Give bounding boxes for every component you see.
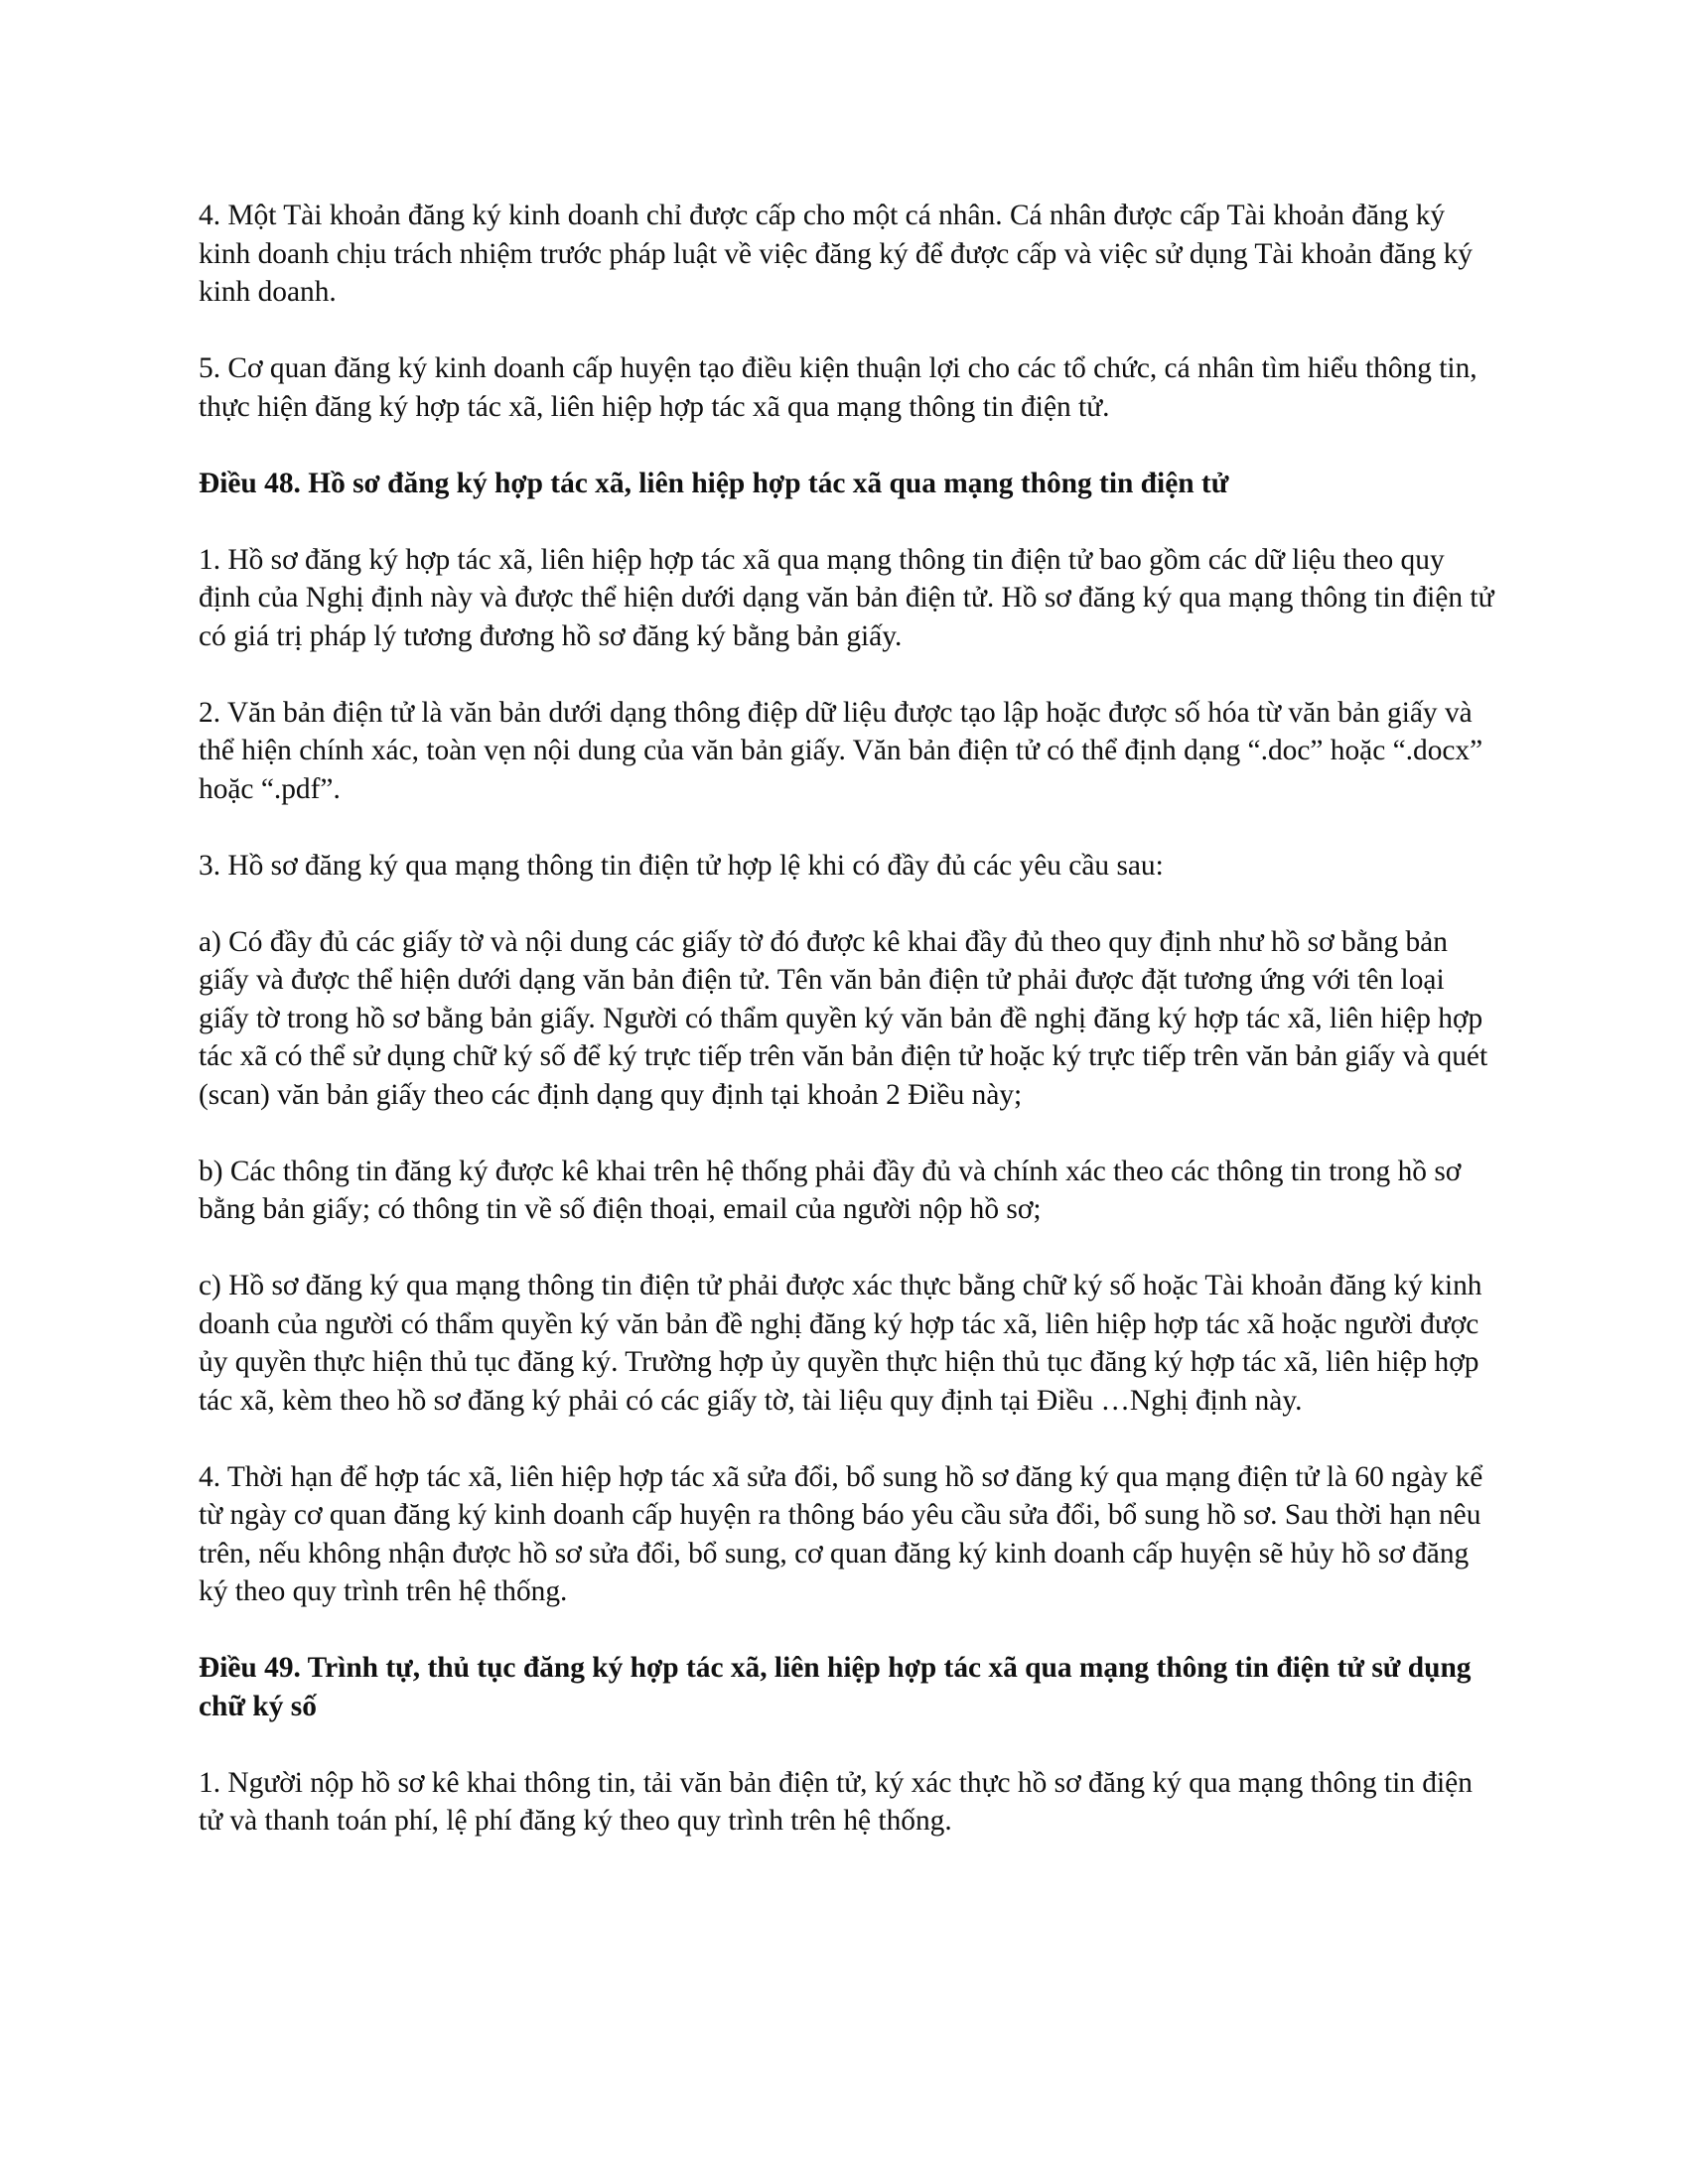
paragraph-article-48-point-c: c) Hồ sơ đăng ký qua mạng thông tin điện tử phải được xác thực bằng chữ ký số hoặc Tài khoản đăng ký kinh doanh của người có thẩm quyền ký văn bản đề nghị đăng ký hợp tác xã, liên hiệp hợp tác xã hoặc người được ủy quyền thực hiện thủ tục đăng ký. Trường hợp ủy quyền thực hiện thủ tục đăng ký hợp tác xã, liên hiệp hợp tác xã, kèm theo hồ sơ đăng ký phải có các giấy tờ, tài liệu quy định tại Điều …Nghị định này. bbox=[199, 1270, 1482, 1417]
paragraph-article-49-clause-1: 1. Người nộp hồ sơ kê khai thông tin, tải văn bản điện tử, ký xác thực hồ sơ đăng ký qua mạng thông tin điện tử và thanh toán phí, lệ phí đăng ký theo quy trình trên hệ thống. bbox=[199, 1766, 1473, 1837]
paragraph-clause-4-account: 4. Một Tài khoản đăng ký kinh doanh chỉ được cấp cho một cá nhân. Cá nhân được cấp Tài khoản đăng ký kinh doanh chịu trách nhiệm trước pháp luật về việc đăng ký để được cấp và việc sử dụng Tài khoản đăng ký kinh doanh. bbox=[199, 200, 1473, 308]
paragraph-article-48-point-a: a) Có đầy đủ các giấy tờ và nội dung các giấy tờ đó được kê khai đầy đủ theo quy định như hồ sơ bằng bản giấy và được thể hiện dưới dạng văn bản điện tử. Tên văn bản điện tử phải được đặt tương ứng với tên loại giấy tờ trong hồ sơ bằng bản giấy. Người có thẩm quyền ký văn bản đề nghị đăng ký hợp tác xã, liên hiệp hợp tác xã có thể sử dụng chữ ký số để ký trực tiếp trên văn bản điện tử hoặc ký trực tiếp trên văn bản giấy và quét (scan) văn bản giấy theo các định dạng quy định tại khoản 2 Điều này; bbox=[199, 925, 1488, 1111]
heading-article-49: Điều 49. Trình tự, thủ tục đăng ký hợp tác xã, liên hiệp hợp tác xã qua mạng thông tin điện tử sử dụng chữ ký số bbox=[199, 1652, 1472, 1722]
paragraph-article-48-point-b: b) Các thông tin đăng ký được kê khai trên hệ thống phải đầy đủ và chính xác theo các thông tin trong hồ sơ bằng bản giấy; có thông tin về số điện thoại, email của người nộp hồ sơ; bbox=[199, 1155, 1462, 1225]
paragraph-clause-5-support: 5. Cơ quan đăng ký kinh doanh cấp huyện tạo điều kiện thuận lợi cho các tổ chức, cá nhân tìm hiểu thông tin, thực hiện đăng ký hợp tác xã, liên hiệp hợp tác xã qua mạng thông tin điện tử. bbox=[199, 352, 1477, 423]
heading-article-48: Điều 48. Hồ sơ đăng ký hợp tác xã, liên hiệp hợp tác xã qua mạng thông tin điện tử bbox=[199, 467, 1229, 499]
paragraph-article-48-clause-3: 3. Hồ sơ đăng ký qua mạng thông tin điện tử hợp lệ khi có đầy đủ các yêu cầu sau: bbox=[199, 849, 1164, 882]
paragraph-article-48-clause-1: 1. Hồ sơ đăng ký hợp tác xã, liên hiệp hợp tác xã qua mạng thông tin điện tử bao gồm các dữ liệu theo quy định của Nghị định này và được thể hiện dưới dạng văn bản điện tử. Hồ sơ đăng ký qua mạng thông tin điện tử có giá trị pháp lý tương đương hồ sơ đăng ký bằng bản giấy. bbox=[199, 543, 1494, 652]
paragraph-article-48-clause-4: 4. Thời hạn để hợp tác xã, liên hiệp hợp tác xã sửa đổi, bổ sung hồ sơ đăng ký qua mạng điện tử là 60 ngày kể từ ngày cơ quan đăng ký kinh doanh cấp huyện ra thông báo yêu cầu sửa đổi, bổ sung hồ sơ. Sau thời hạn nêu trên, nếu không nhận được hồ sơ sửa đổi, bổ sung, cơ quan đăng ký kinh doanh cấp huyện sẽ hủy hồ sơ đăng ký theo quy trình trên hệ thống. bbox=[199, 1460, 1483, 1607]
paragraph-article-48-clause-2: 2. Văn bản điện tử là văn bản dưới dạng thông điệp dữ liệu được tạo lập hoặc được số hóa từ văn bản giấy và thể hiện chính xác, toàn vẹn nội dung của văn bản giấy. Văn bản điện tử có thể định dạng “.doc” hoặc “.docx” hoặc “.pdf”. bbox=[199, 696, 1483, 805]
document-body bbox=[199, 197, 1499, 1878]
